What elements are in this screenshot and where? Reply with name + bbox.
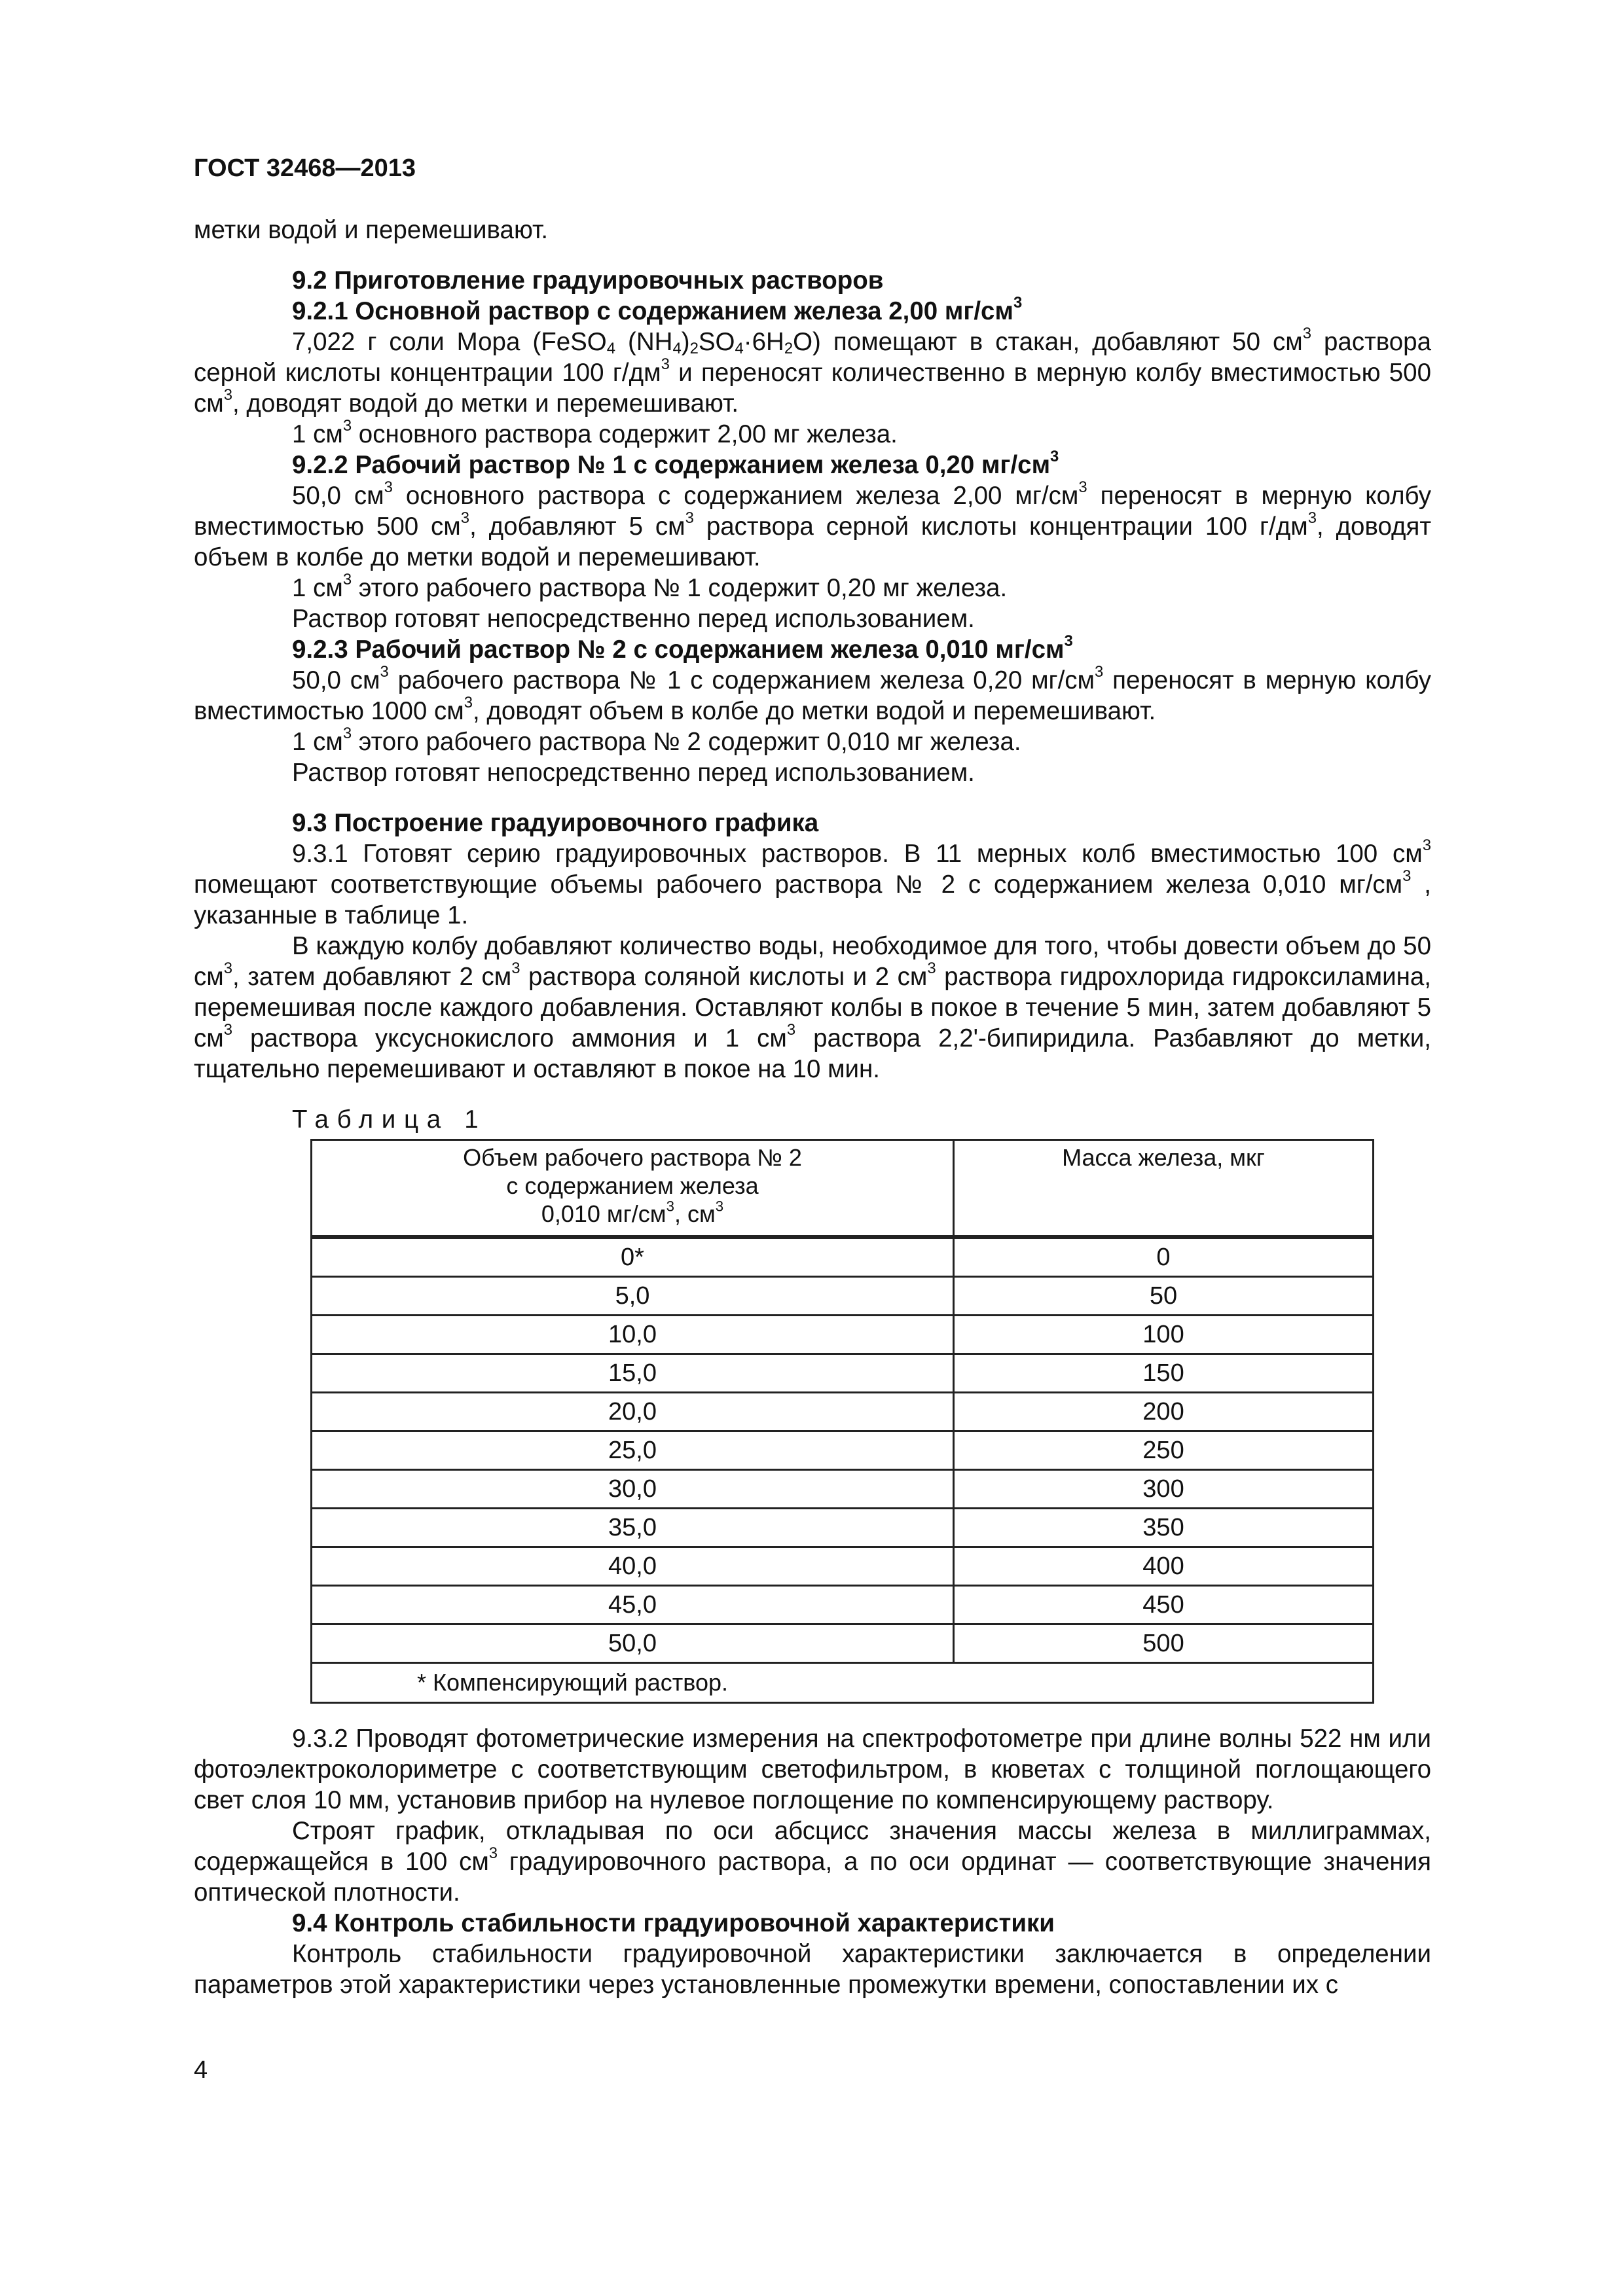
column-header-mass: Масса железа, мкг bbox=[954, 1140, 1374, 1238]
document-body bbox=[194, 215, 1431, 2000]
mass-cell: 0 bbox=[954, 1237, 1374, 1277]
column-header-volume: Объем рабочего раствора № 2 с содержанием железа 0,010 $мг/см^3$, $см^3$ bbox=[312, 1140, 954, 1238]
mass-cell: 500 bbox=[954, 1624, 1374, 1663]
section-9-2-1-title: 9.2.1 Основной раствор с содержанием железа 2,00 $мг/см^3$ bbox=[292, 294, 1023, 325]
mass-cell: 450 bbox=[954, 1586, 1374, 1624]
table-row bbox=[312, 1547, 1374, 1586]
volume-cell: 45,0 bbox=[312, 1586, 954, 1624]
table-row bbox=[312, 1277, 1374, 1316]
table-footnote: * Компенсирующий раствор. bbox=[312, 1663, 1374, 1703]
table-caption: Таблица 1 bbox=[292, 1105, 487, 1134]
table-row bbox=[312, 1509, 1374, 1547]
section-9-2-3-title: 9.2.3 Рабочий раствор № 2 с содержанием железа 0,010 $мг/см^3$ bbox=[292, 632, 1073, 664]
mass-cell: 150 bbox=[954, 1354, 1374, 1393]
table-row bbox=[312, 1431, 1374, 1470]
mass-cell: 400 bbox=[954, 1547, 1374, 1586]
table-row bbox=[312, 1586, 1374, 1624]
table-row bbox=[312, 1316, 1374, 1354]
mass-cell: 100 bbox=[954, 1316, 1374, 1354]
section-9-3-title: 9.3 Построение градуировочного графика bbox=[292, 809, 819, 837]
section-9-4-title: 9.4 Контроль стабильности градуировочной характеристики bbox=[292, 1909, 1055, 1937]
mass-cell: 50 bbox=[954, 1277, 1374, 1316]
section-9-3-1-procedure: В каждую колбу добавляют количество воды, необходимое для того, чтобы довести объем до 50 $см^3$, затем добавляют 2 $см^3$ раствора соляной кислоты и 2 $см^3$ раствора гидрохлорида гидроксиламина, перемешивая после каждого добавления. Оставляют колбы в покое в течение 5 мин, затем добавляют 5 $см^3$ раствора уксуснокислого аммония и 1 $см^3$ раствора 2,2'-бипиридила. Разбавляют до метки, тщательно перемешивают и оставляют в покое на 10 мин. bbox=[194, 932, 1431, 1083]
volume-cell: 25,0 bbox=[312, 1431, 954, 1470]
mass-cell: 350 bbox=[954, 1509, 1374, 1547]
section-9-2-1-note: 1 $см^3$ основного раствора содержит 2,00 мг железа. bbox=[292, 417, 898, 448]
table-row bbox=[312, 1393, 1374, 1431]
calibration-table bbox=[310, 1139, 1374, 1704]
section-9-2-3-prep-note: Раствор готовят непосредственно перед использованием. bbox=[292, 759, 975, 787]
section-9-2-2-title: 9.2.2 Рабочий раствор № 1 с содержанием железа 0,20 $мг/см^3$ bbox=[292, 448, 1059, 479]
page-number: 4 bbox=[194, 2056, 208, 2084]
section-9-2-1-paragraph: 7,022 г соли Мора (FeSO$_4$ $(NH_4)_2SO_4\cdot 6H_2O$) помещают в стакан, добавляют 50 $см^3$ раствора серной кислоты концентрации 100 $г/дм^3$ и переносят количественно в мерную колбу вместимостью 500 $см^3$, доводят водой до метки и перемешивают. bbox=[194, 325, 1432, 418]
table-row bbox=[312, 1354, 1374, 1393]
volume-cell: 30,0 bbox=[312, 1470, 954, 1509]
mass-cell: 250 bbox=[954, 1431, 1374, 1470]
section-9-3-1-paragraph: 9.3.1 Готовят серию градуировочных растворов. В 11 мерных колб вместимостью 100 $см^3$ помещают соответствующие объемы рабочего раствора № 2 с содержанием железа 0,010 $мг/см^3$ , указанные в таблице 1. bbox=[194, 836, 1431, 929]
section-9-4-paragraph: Контроль стабильности градуировочной характеристики заключается в определении параметров этой характеристики через установленные промежутки времени, сопоставлении их с bbox=[194, 1940, 1431, 1999]
mass-cell: 300 bbox=[954, 1470, 1374, 1509]
table-row bbox=[312, 1237, 1374, 1277]
volume-cell: 20,0 bbox=[312, 1393, 954, 1431]
volume-cell: 35,0 bbox=[312, 1509, 954, 1547]
section-9-2-2-paragraph: 50,0 $см^3$ основного раствора с содержанием железа 2,00 $мг/см^3$ переносят в мерную колбу вместимостью 500 $см^3$, добавляют 5 $см^3$ раствора серной кислоты концентрации 100 $г/дм^3$, доводят объем в колбе до метки водой и перемешивают. bbox=[194, 478, 1431, 571]
volume-cell: 5,0 bbox=[312, 1277, 954, 1316]
volume-cell: 10,0 bbox=[312, 1316, 954, 1354]
standard-header: ГОСТ 32468—2013 bbox=[194, 154, 416, 182]
table-row bbox=[312, 1624, 1374, 1663]
section-9-2-2-note: 1 $см^3$ этого рабочего раствора № 1 содержит 0,20 мг железа. bbox=[292, 571, 1008, 602]
volume-cell: 0* bbox=[312, 1237, 954, 1277]
volume-cell: 50,0 bbox=[312, 1624, 954, 1663]
section-9-3-2-paragraph: 9.3.2 Проводят фотометрические измерения на спектрофотометре при длине волны 522 нм или фотоэлектроколориметре с соответствующим светофильтром, в кюветах с толщиной поглощающего свет слоя 10 мм, установив прибор на нулевое поглощение по компенсирующему раствору. bbox=[194, 1725, 1431, 1814]
continuation-text: метки водой и перемешивают. bbox=[194, 216, 549, 244]
mass-cell: 200 bbox=[954, 1393, 1374, 1431]
volume-cell: 40,0 bbox=[312, 1547, 954, 1586]
section-9-2-3-note: 1 $см^3$ этого рабочего раствора № 2 содержит 0,010 мг железа. bbox=[292, 725, 1021, 756]
section-9-2-title: 9.2 Приготовление градуировочных растворов bbox=[292, 266, 884, 295]
table-footnote-row bbox=[312, 1663, 1374, 1703]
table-row bbox=[312, 1470, 1374, 1509]
section-9-3-2-graph-paragraph: Строят график, откладывая по оси абсцисс значения массы железа в миллиграммах, содержащейся в 100 $см^3$ градуировочного раствора, а по оси ординат — соответствующие значения оптической плотности. bbox=[194, 1817, 1431, 1907]
section-9-2-2-prep-note: Раствор готовят непосредственно перед использованием. bbox=[292, 605, 975, 633]
section-9-2-3-paragraph: 50,0 $см^3$ рабочего раствора № 1 с содержанием железа 0,20 $мг/см^3$ переносят в мерную колбу вместимостью 1000 $см^3$, доводят объем в колбе до метки водой и перемешивают. bbox=[194, 663, 1431, 725]
volume-cell: 15,0 bbox=[312, 1354, 954, 1393]
